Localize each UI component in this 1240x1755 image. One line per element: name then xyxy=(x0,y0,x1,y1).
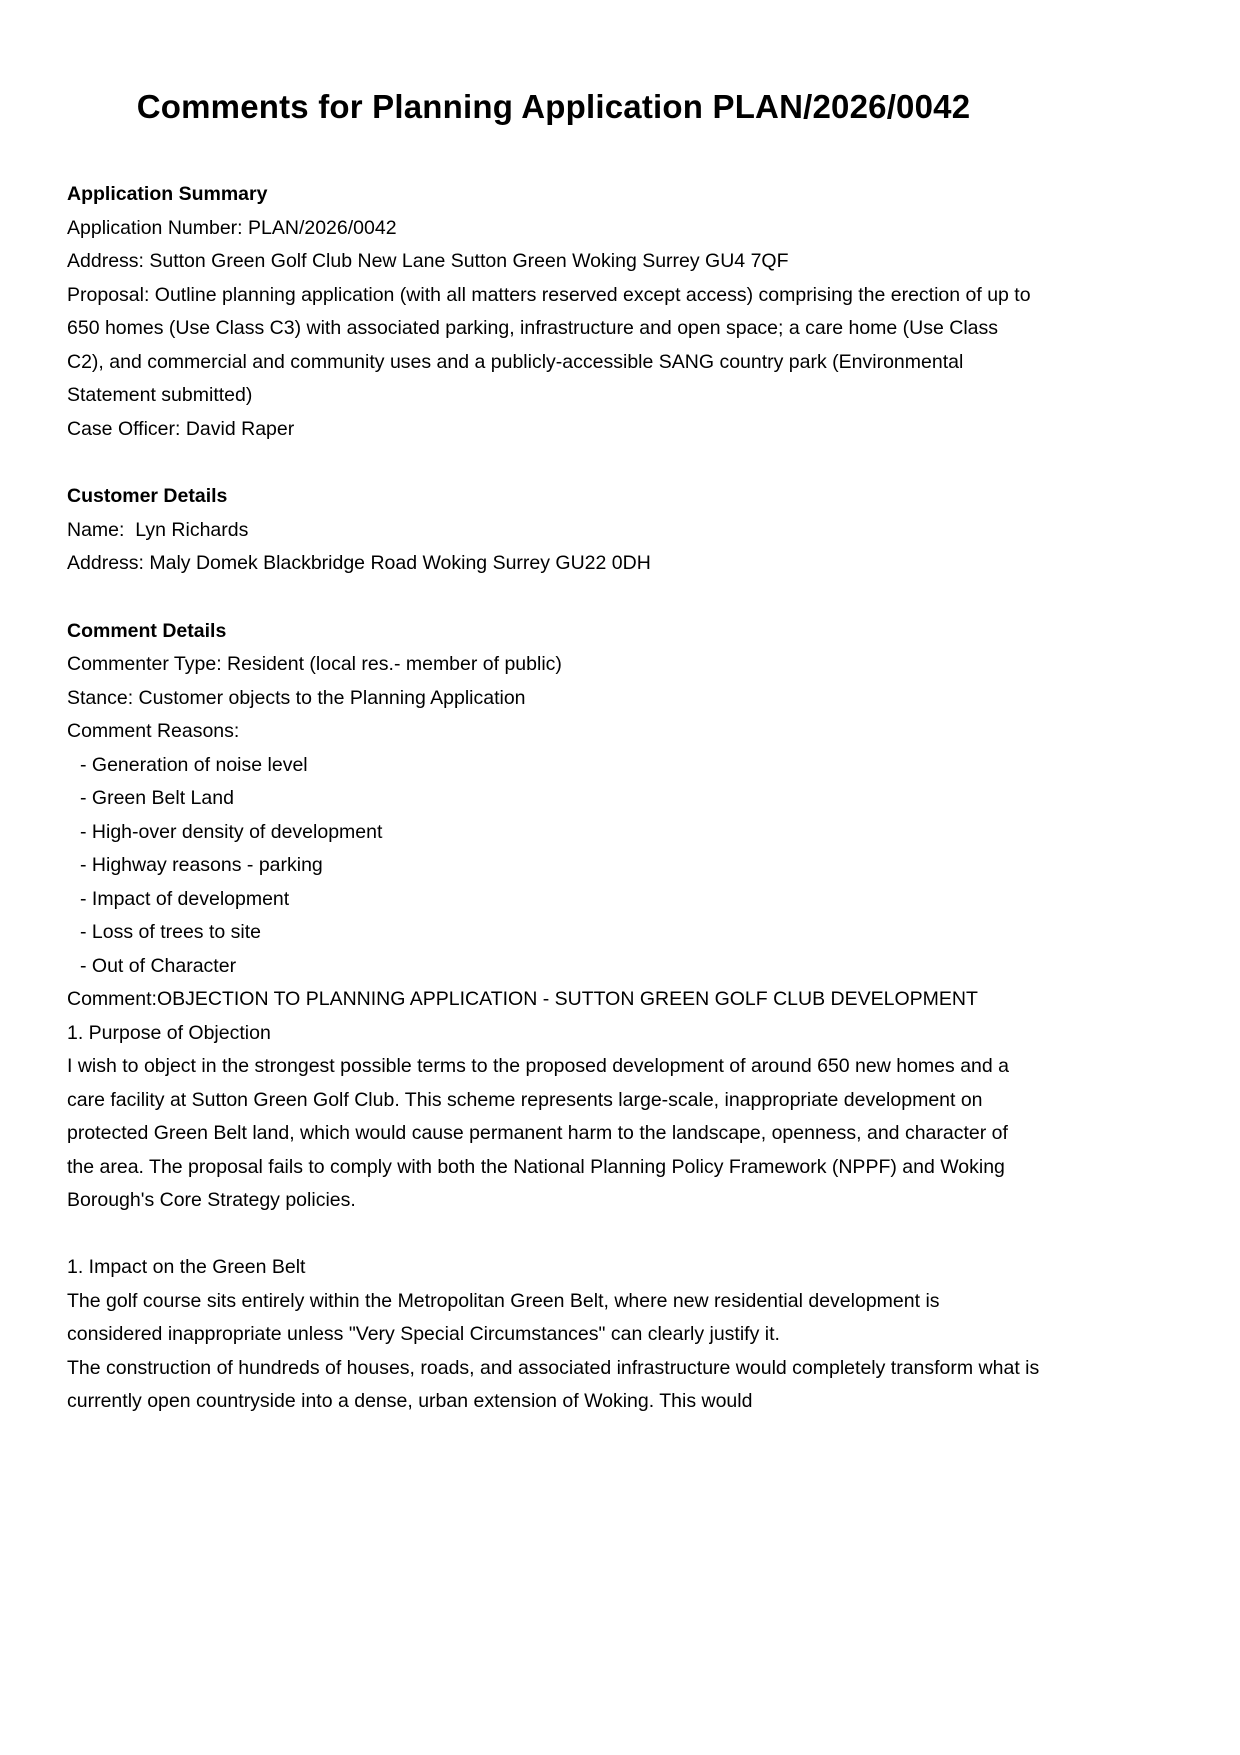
customer-details-heading: Customer Details xyxy=(67,485,228,507)
comment-reasons-label: Comment Reasons: xyxy=(67,720,240,742)
comment-purpose-paragraph: I wish to object in the strongest possible terms to the proposed development of around 650 new homes and a care facility at Sutton Green Golf Club. This scheme represents large-scale, inappropriate development on protected Green Belt land, which would cause permanent harm to the landscape, openness, and character of the area. The proposal fails to comply with both the National Planning Policy Framework (NPPF) and Woking Borough's Core Strategy policies. xyxy=(67,1055,1015,1211)
comment-reason-item: - Impact of development xyxy=(80,887,290,910)
customer-address-line: Address: Maly Domek Blackbridge Road Woking Surrey GU22 0DH xyxy=(67,552,651,574)
application-proposal-line: Proposal: Outline planning application (with all matters reserved except access) comprising the erection of up to 650 homes (Use Class C3) with associated parking, infrastructure and open space; a care home (Use Class C2), and commercial and community uses and a publicly-accessible SANG country park (Environmental Statement submitted) xyxy=(67,283,1036,406)
application-address-line: Address: Sutton Green Golf Club New Lane Sutton Green Woking Surrey GU4 7QF xyxy=(67,250,789,272)
comment-details-section xyxy=(67,615,1045,1419)
stance-line: Stance: Customer objects to the Planning Application xyxy=(67,686,526,709)
comment-reason-item: - Loss of trees to site xyxy=(80,921,261,943)
application-number-line: Application Number: PLAN/2026/0042 xyxy=(67,216,397,239)
application-summary-section xyxy=(67,178,1040,446)
page-title: Comments for Planning Application PLAN/2026/0042 xyxy=(136,88,971,125)
comment-reason-item: - Out of Character xyxy=(80,954,237,977)
comment-greenbelt-heading: 1. Impact on the Green Belt xyxy=(67,1256,306,1278)
case-officer-line: Case Officer: David Raper xyxy=(67,417,295,440)
comment-greenbelt-paragraph: The golf course sits entirely within the Metropolitan Green Belt, where new residential development is considered inappropriate unless "Very Special Circumstances" can clearly justify it. xyxy=(67,1289,945,1345)
comment-construction-paragraph: The construction of hundreds of houses, roads, and associated infrastructure would completely transform what is currently open countryside into a dense, urban extension of Woking. This would xyxy=(67,1356,1045,1412)
comment-objection-headline: Comment:OBJECTION TO PLANNING APPLICATION - SUTTON GREEN GOLF CLUB DEVELOPMENT xyxy=(67,988,978,1010)
commenter-type-line: Commenter Type: Resident (local res.- member of public) xyxy=(67,653,562,675)
comment-reason-item: - Highway reasons - parking xyxy=(80,854,323,876)
comment-reason-item: - Green Belt Land xyxy=(80,787,234,809)
customer-details-section xyxy=(67,480,1040,581)
application-summary-heading: Application Summary xyxy=(67,183,268,205)
customer-name-line: Name: Lyn Richards xyxy=(67,518,249,541)
comment-purpose-heading: 1. Purpose of Objection xyxy=(67,1021,271,1044)
comment-details-heading: Comment Details xyxy=(67,619,227,642)
comment-reason-item: - High-over density of development xyxy=(80,820,383,843)
comment-reason-item: - Generation of noise level xyxy=(80,753,308,776)
